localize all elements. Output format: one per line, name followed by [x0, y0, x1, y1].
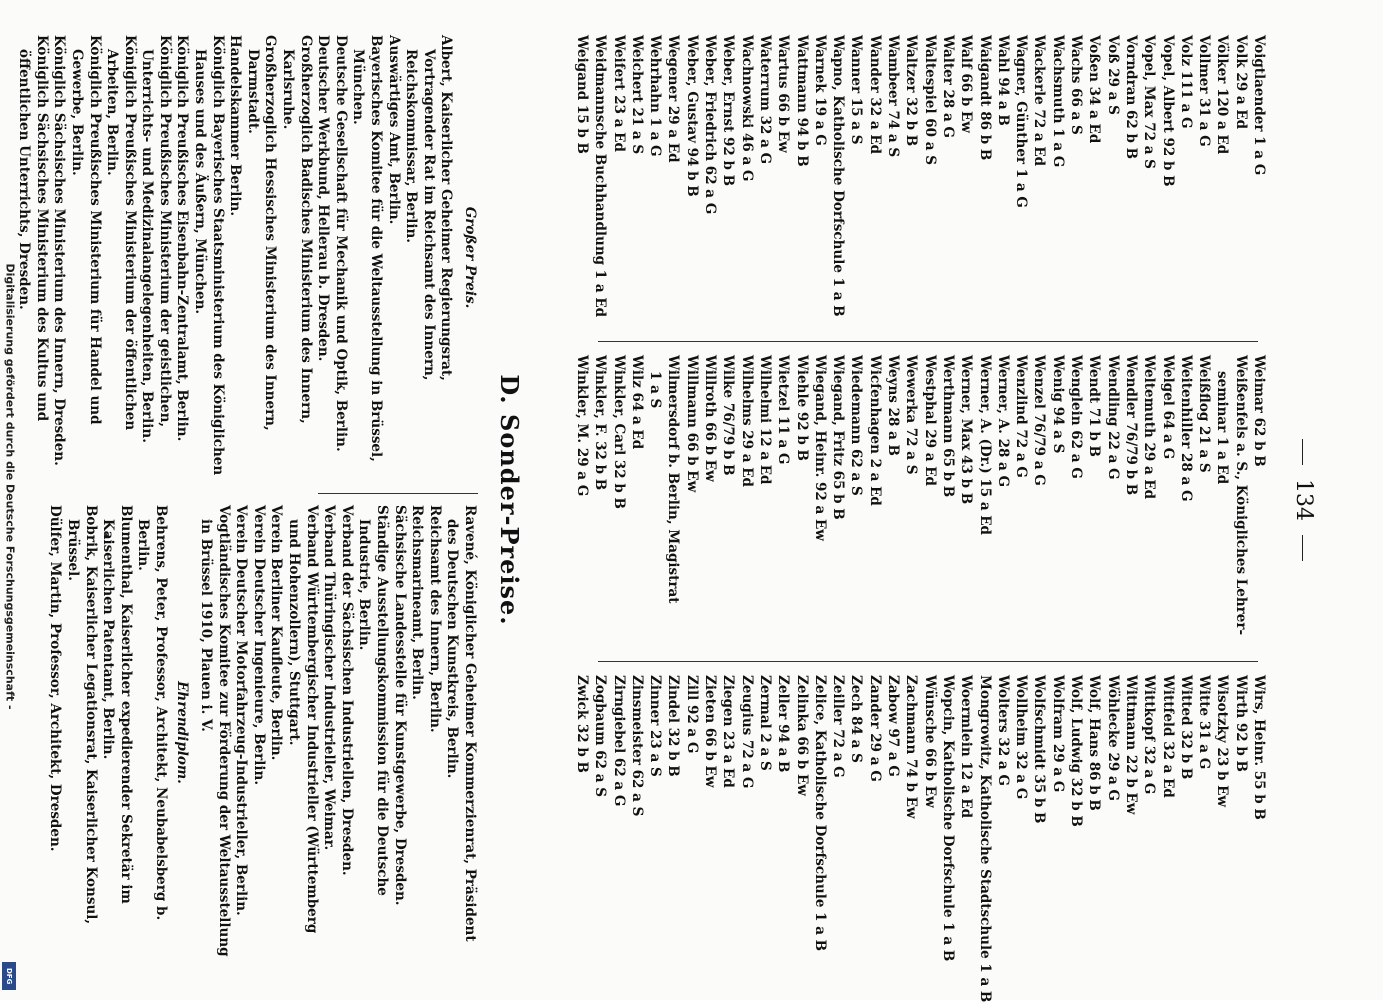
- list-item: Welgel 64 a G: [1159, 355, 1176, 460]
- list-item: Dülfer, Martin, Professor, Architekt, Dresden.: [47, 505, 64, 852]
- list-item: Verein Berliner Kaufleute, Berlin.: [268, 505, 285, 761]
- list-item: Wattmann 94 b B: [793, 35, 810, 167]
- list-item: Vopel, Albert 92 b B: [1159, 35, 1176, 187]
- list-item: Wolters 32 a G: [994, 675, 1011, 786]
- list-item: Zieten 66 b Ew: [702, 675, 719, 788]
- list-item: Weltemuth 29 a Ed: [1141, 355, 1158, 500]
- list-item: Westphal 29 a Ed: [921, 355, 938, 486]
- list-item: Ständige Ausstellungskommission für die Deutsche Industrie, Berlin.: [356, 505, 391, 896]
- list-item: Volk 29 a Ed: [1232, 35, 1249, 130]
- list-item: Königlich Bayerisches Staatsministerium des Königlichen Hauses und des Äußern, München.: [192, 35, 226, 476]
- column-divider: [598, 341, 1258, 342]
- list-item: Auswärtiges Amt, Berlin.: [385, 35, 402, 225]
- list-item: Wendling 22 a G: [1104, 355, 1121, 480]
- list-item: Wambeer 74 a S: [885, 35, 902, 158]
- list-item: Verband der Sächsischen Industriellen, Dresden.: [338, 505, 355, 876]
- digitization-footer: [0, 0, 20, 1000]
- list-item: Winkler, M. 29 a G: [574, 355, 591, 497]
- list-item: Wollheim 32 a G: [1013, 675, 1030, 800]
- list-item: Deutscher Werkbund, Hellerau b. Dresden.: [315, 35, 332, 362]
- list-item: Wachnowski 46 a G: [738, 35, 755, 182]
- list-item: Wittkopf 32 a G: [1141, 675, 1158, 795]
- list-item: Zabow 97 a G: [885, 675, 902, 777]
- list-item: Zermal 2 a S: [756, 675, 773, 771]
- list-item: Voß 29 a S: [1104, 35, 1121, 115]
- honorary-diploma-heading: Ehrendiplom.: [174, 681, 191, 784]
- list-item: Wilhelmi 12 a Ed: [756, 355, 773, 485]
- list-item: Zindel 32 b B: [665, 675, 682, 777]
- list-item: Zeugius 72 a G: [738, 675, 755, 789]
- list-item: Warnek 19 a G: [811, 35, 828, 146]
- list-item: Vorndran 62 b B: [1122, 35, 1139, 160]
- list-item: Wackerle 72 a Ed: [1031, 35, 1048, 167]
- list-item: Wiedemann 62 a S: [848, 355, 865, 496]
- list-item: Werner, A. (Dr.) 15 a Ed: [976, 355, 993, 535]
- list-item: Voigtlaender 1 a G: [1251, 35, 1267, 176]
- footer-text: Digitalisierung gefördert durch die Deutsche Forschungsgemeinschaft -: [3, 263, 17, 710]
- list-item: Walter 28 a G: [939, 35, 956, 138]
- list-item: Werner, A. 28 a G: [994, 355, 1011, 488]
- list-item: 1 a S: [647, 371, 664, 409]
- list-item: Wanner 15 a S: [848, 35, 865, 145]
- list-item: seminar 1 a Ed: [1214, 371, 1231, 485]
- list-item: Wisotzky 23 b Ew: [1214, 675, 1231, 807]
- list-item: Königlich Sächsisches Ministerium des Kultus und öffentlichen Unterrichts, Dresden.: [16, 35, 50, 422]
- list-item: Albert, Kaiserlicher Geheimer Regierungsrat, Vortragender Rat im Reichsamt des Innern, Reichskommissar, Berlin.: [403, 35, 455, 381]
- list-item: Wachs 66 a S: [1068, 35, 1085, 135]
- list-item: Volz 111 a G: [1177, 35, 1194, 129]
- list-item: Bayerisches Komitee für die Weltausstellung in Brüssel, München.: [350, 35, 385, 462]
- list-item: Handelskammer Berlin.: [227, 35, 244, 217]
- list-item: Vollmer 31 a G: [1196, 35, 1213, 147]
- list-item: Zinsmeister 62 a S: [628, 675, 645, 817]
- list-item: Vopel, Max 72 a S: [1141, 35, 1158, 169]
- list-item: Willmann 66 b Ew: [683, 355, 700, 493]
- list-item: Zeiller 72 a G: [830, 675, 847, 778]
- list-item: Weidmannsche Buchhandlung 1 a Ed: [592, 35, 609, 318]
- list-item: Wendler 76/79 b B: [1122, 355, 1139, 496]
- list-item: Ravené, Königlicher Geheimer Kommerzienrat, Präsident des Deutschen Kunstkreis, Berlin.: [444, 505, 478, 942]
- list-item: Weber, Gustav 94 b B: [683, 35, 700, 197]
- list-item: Mongrowitz, Katholische Stadtschule 1 a B: [976, 675, 993, 1002]
- list-item: Königlich Sächsisches Ministerium des Innern, Dresden.: [51, 35, 68, 466]
- list-item: Reichsmarineamt, Berlin.: [409, 505, 426, 700]
- list-item: Weifert 23 a Ed: [610, 35, 627, 152]
- list-item: Vogtländisches Komitee zur Förderung der Weltausstellung in Brüssel 1910, Plauen i. V.: [198, 505, 232, 957]
- list-item: Zech 84 a S: [848, 675, 865, 763]
- grand-prize-heading: Großer Preis.: [462, 206, 478, 309]
- list-item: Reichsamt des Innern, Berlin.: [426, 505, 443, 733]
- name-column-3: [573, 675, 1268, 1002]
- list-item: Wilz 64 a Ed: [628, 355, 645, 450]
- list-item: Wewerka 72 a S: [903, 355, 920, 475]
- list-item: Wagner, Günther 1 a G: [1013, 35, 1030, 208]
- section-title: D. Sonder-Preise.: [495, 374, 524, 626]
- list-item: Wöhlecke 29 a G: [1104, 675, 1121, 801]
- list-item: Wenzel 76/79 a G: [1031, 355, 1048, 486]
- grand-prize-list: [15, 35, 478, 480]
- list-item: Zinner 23 a S: [647, 675, 664, 777]
- list-item: Zeller 94 a B: [775, 675, 792, 773]
- list-item: Weber, Ernst 92 b B: [720, 35, 737, 186]
- list-item: Zander 29 a G: [866, 675, 883, 782]
- list-item: Weimar 62 b B: [1251, 355, 1267, 467]
- list-item: Zogbaum 62 a S: [592, 675, 609, 797]
- list-item: Wicfenhagen 2 a Ed: [866, 355, 883, 506]
- list-item: Wittfeld 32 a Ed: [1159, 675, 1176, 798]
- list-item: Wopcin, Katholische Dorfschule 1 a B: [939, 675, 956, 962]
- list-item: Verband Württembergischer Industrieller (Württemberg und Hohenzollern), Stuttgart.: [286, 505, 320, 934]
- list-item: Wenzlind 72 a G: [1013, 355, 1030, 478]
- list-item: Wolfschmidt 35 b B: [1031, 675, 1048, 824]
- list-item: Wolfram 29 a G: [1049, 675, 1066, 793]
- list-item: Großherzoglich Hessisches Ministerium des Innern, Darmstadt.: [244, 35, 279, 431]
- list-item: Wilke 76/79 b B: [720, 355, 737, 476]
- list-item: Wendt 71 b B: [1086, 355, 1103, 457]
- list-item: Wahl 94 a B: [994, 35, 1011, 126]
- special-prize-list: [46, 505, 478, 960]
- list-item: Weißflog 21 a S: [1196, 355, 1213, 473]
- rotated-document-page: [16, 35, 1316, 1002]
- list-item: Zelinka 66 b Ew: [793, 675, 810, 796]
- list-item: Wirth 92 b B: [1232, 675, 1249, 772]
- list-item: Waterrum 32 a G: [756, 35, 773, 165]
- list-item: Weißenfels a. S., Königliches Lehrer-: [1232, 355, 1249, 636]
- list-item: Woermlein 12 a Ed: [958, 675, 975, 819]
- list-item: Verein Deutscher Motorfahrzeug-Industrieller, Berlin.: [233, 505, 250, 916]
- list-item: Wilhelms 29 a Ed: [738, 355, 755, 487]
- list-item: Völker 120 a Ed: [1214, 35, 1231, 155]
- list-item: Wolf, Ludwig 32 b B: [1068, 675, 1085, 827]
- list-item: Blumenthal, Kaiserlicher expedierender Sekretär im Kaiserlichen Patentamt, Berlin.: [100, 505, 134, 904]
- page-number: 134: [1291, 35, 1316, 965]
- list-item: Winkler, Carl 32 b B: [610, 355, 627, 509]
- list-item: Bobrik, Kaiserlicher Legationsrat, Kaiserlicher Konsul, Brüssel.: [64, 505, 99, 925]
- list-item: Königlich Preußisches Eisenbahn-Zentralamt, Berlin.: [174, 35, 191, 442]
- list-item: Wehrhahn 1 a G: [647, 35, 664, 157]
- list-item: Behrens, Peter, Professor, Architekt, Neubabelsberg b. Berlin.: [135, 505, 169, 921]
- list-item: Wietzel 11 a G: [775, 355, 792, 465]
- list-item: Waigandt 86 b B: [976, 35, 993, 161]
- lower-divider: [318, 493, 478, 494]
- list-item: Wiegand, Heinr. 92 a Ew: [811, 355, 828, 541]
- list-item: Zill 92 a G: [683, 675, 700, 754]
- list-item: Sächsische Landesstelle für Kunstgewerbe, Dresden.: [391, 505, 408, 906]
- list-item: Königlich Preußisches Ministerium der öffentlichen Arbeiten, Berlin.: [104, 35, 138, 431]
- list-item: Ziegen 23 a Ed: [720, 675, 737, 788]
- column-divider: [598, 661, 1258, 662]
- list-item: Walf 66 b Ew: [958, 35, 975, 133]
- list-item: Wünsche 66 b Ew: [921, 675, 938, 808]
- name-column-2: [573, 355, 1268, 655]
- list-item: Witte 31 a G: [1196, 675, 1213, 770]
- list-item: Waltespiel 60 a S: [921, 35, 938, 165]
- list-item: Königlich Preußisches Ministerium für Handel und Gewerbe, Berlin.: [68, 35, 103, 425]
- list-item: Zachmann 74 b Ew: [903, 675, 920, 819]
- list-item: Werthmann 65 b B: [939, 355, 956, 498]
- list-item: Voßen 34 a Ed: [1086, 35, 1103, 144]
- list-item: Wolf, Hans 86 b B: [1086, 675, 1103, 811]
- list-item: Wapno, Katholische Dorfschule 1 a B: [830, 35, 847, 317]
- list-item: Wenglein 62 a G: [1068, 355, 1085, 479]
- list-item: Zirngiebel 62 a G: [610, 675, 627, 807]
- list-item: Zwick 32 b B: [574, 675, 591, 773]
- list-item: Zelice, Katholische Dorfschule 1 a B: [811, 675, 828, 952]
- list-item: Weitenhiller 28 a G: [1177, 355, 1194, 502]
- dfg-logo-icon: DFG: [2, 962, 16, 990]
- list-item: Wenig 94 a S: [1049, 355, 1066, 454]
- list-item: Wander 32 a Ed: [866, 35, 883, 155]
- list-item: Wilmersdorf b. Berlin, Magistrat: [665, 355, 682, 604]
- list-item: Wachsmuth 1 a G: [1049, 35, 1066, 168]
- list-item: Waltzer 32 b B: [903, 35, 920, 147]
- list-item: Weichert 21 a S: [628, 35, 645, 155]
- list-item: Wirs, Heinr. 55 b B: [1251, 675, 1267, 820]
- name-column-1: [573, 35, 1268, 335]
- list-item: Verband Thüringischer Industrieller, Weimar.: [321, 505, 338, 851]
- list-item: Wartus 66 b Ew: [775, 35, 792, 153]
- list-item: Wittmann 22 b Ew: [1122, 675, 1139, 815]
- list-item: Werner, Max 43 b B: [958, 355, 975, 505]
- list-item: Wiegand, Fritz 65 b B: [830, 355, 847, 520]
- list-item: Wegener 29 a Ed: [665, 35, 682, 163]
- list-item: Winkler, F. 32 b B: [592, 355, 609, 491]
- list-item: Verein Deutscher Ingenieure, Berlin.: [250, 505, 267, 786]
- list-item: Weber, Friedrich 62 a G: [702, 35, 719, 215]
- list-item: Deutsche Gesellschaft für Mechanik und Optik, Berlin.: [332, 35, 349, 452]
- list-item: Willroth 66 b Ew: [702, 355, 719, 482]
- list-item: Großherzoglich Badisches Ministerium des Innern, Karlsruhe.: [280, 35, 314, 424]
- list-item: Königlich Preußisches Ministerium der geistlichen, Unterrichts- und Medizinalangelegenheiten, Berlin.: [139, 35, 173, 443]
- list-item: Weigand 15 b B: [574, 35, 591, 154]
- list-item: Witted 32 b B: [1177, 675, 1194, 780]
- list-item: Weyns 28 a B: [885, 355, 902, 456]
- list-item: Wiehle 92 b B: [793, 355, 810, 461]
